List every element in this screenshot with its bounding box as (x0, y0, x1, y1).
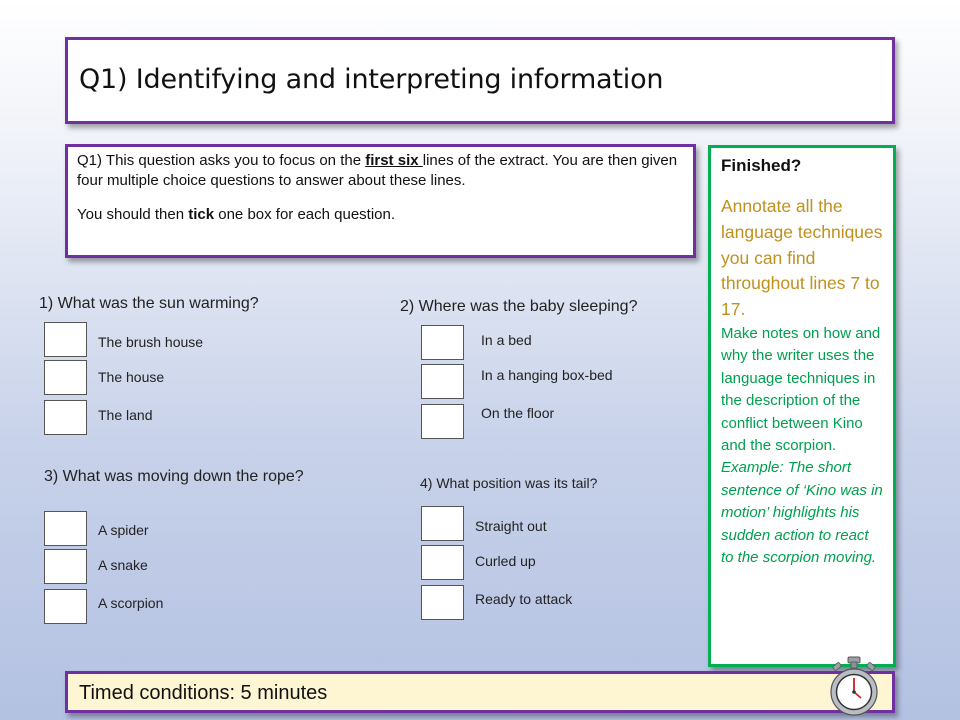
question-4-option-1-label: Straight out (475, 518, 547, 534)
instructions-panel (65, 144, 696, 258)
stopwatch-icon (829, 656, 879, 718)
question-3-option-2-checkbox[interactable] (44, 549, 87, 584)
question-3-option-1-label: A spider (98, 522, 149, 538)
question-4-option-1-checkbox[interactable] (421, 506, 464, 541)
question-3-option-3-label: A scorpion (98, 595, 164, 611)
question-3-option-2-label: A snake (98, 557, 148, 573)
question-4-option-2-label: Curled up (475, 553, 536, 569)
question-4-option-2-checkbox[interactable] (421, 545, 464, 580)
question-4-option-3-label: Ready to attack (475, 591, 573, 607)
finished-title: Finished? (721, 156, 802, 175)
question-3-prompt: 3) What was moving down the rope? (44, 468, 304, 485)
question-1-prompt: 1) What was the sun warming? (39, 295, 259, 312)
question-1-option-3-label: The land (98, 407, 153, 423)
instructions-paragraph-1: Q1) This question asks you to focus on the first six lines of the extract. You are then given four multiple choice questions to answer about these lines. (77, 152, 678, 189)
question-1-option-1-label: The brush house (98, 334, 204, 350)
question-1-option-1-checkbox[interactable] (44, 322, 87, 357)
question-2-option-2-checkbox[interactable] (421, 364, 464, 399)
finished-task-text: Annotate all the language techniques you can find throughout lines 7 to 17. (721, 196, 883, 320)
title-panel (65, 37, 895, 124)
timer-label: Timed conditions: 5 minutes (79, 682, 328, 704)
question-2-option-3-checkbox[interactable] (421, 404, 464, 439)
finished-example-text: Example: The short sentence of ‘Kino was in motion’ highlights his sudden action to react to the scorpion moving. (721, 459, 883, 567)
question-2-option-2-label: In a hanging box-bed (481, 367, 613, 383)
question-1-option-2-label: The house (98, 369, 165, 385)
instructions-paragraph-2: You should then tick one box for each question. (77, 206, 396, 223)
question-1-option-2-checkbox[interactable] (44, 360, 87, 395)
question-2-option-3-label: On the floor (481, 405, 555, 421)
page-title: Q1) Identifying and interpreting information (79, 64, 664, 95)
finished-panel (708, 145, 896, 667)
timer-bar (65, 671, 895, 713)
question-3-option-3-checkbox[interactable] (44, 589, 87, 624)
question-4-option-3-checkbox[interactable] (421, 585, 464, 620)
question-4-prompt: 4) What position was its tail? (420, 475, 598, 491)
emphasis-tick: tick (188, 206, 215, 223)
question-3-option-1-checkbox[interactable] (44, 511, 87, 546)
emphasis-first-six: first six (365, 152, 423, 169)
question-2-option-1-label: In a bed (481, 332, 532, 348)
finished-notes-text: Make notes on how and why the writer uses the language techniques in the description of the conflict between Kino and the scorpion. (721, 324, 881, 455)
question-2-prompt: 2) Where was the baby sleeping? (400, 298, 638, 315)
question-1-option-3-checkbox[interactable] (44, 400, 87, 435)
question-2-option-1-checkbox[interactable] (421, 325, 464, 360)
